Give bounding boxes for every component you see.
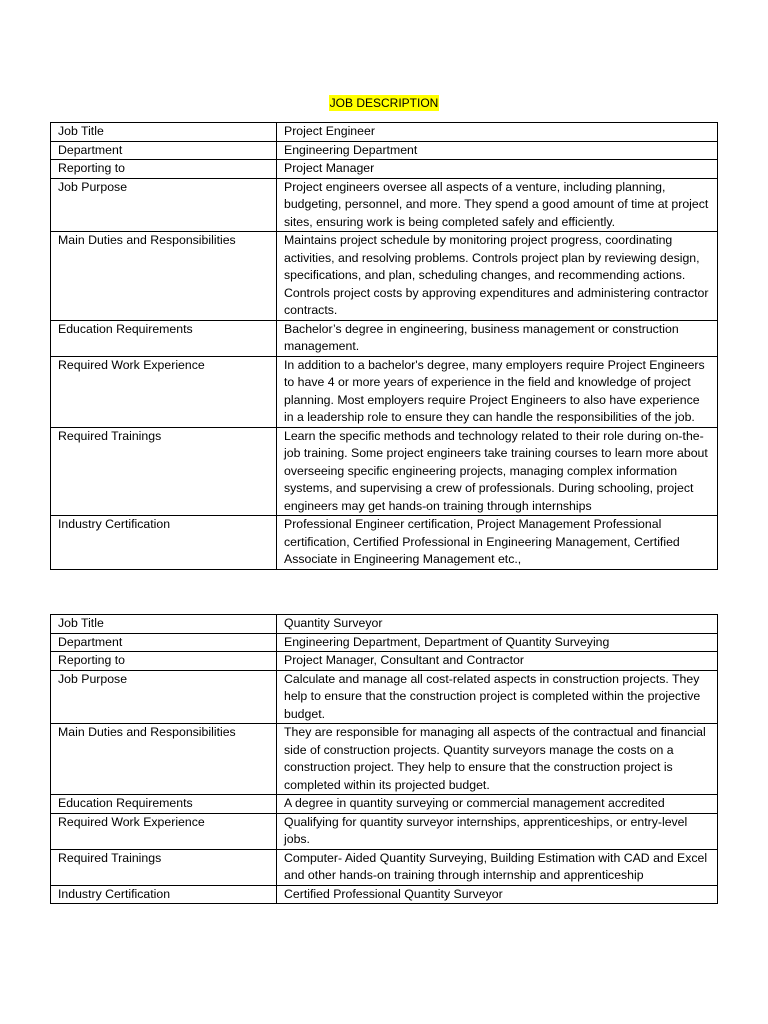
table-row [51, 160, 718, 179]
table-row [51, 724, 718, 795]
row-label: Required Work Experience [51, 356, 277, 427]
row-label: Reporting to [51, 160, 277, 179]
row-value: Project Engineer [277, 123, 718, 142]
row-value: Engineering Department, Department of Quantity Surveying [277, 633, 718, 652]
row-label: Department [51, 141, 277, 160]
row-label: Department [51, 633, 277, 652]
row-value: A degree in quantity surveying or commercial management accredited [277, 795, 718, 814]
table-row [51, 232, 718, 321]
row-label: Job Purpose [51, 178, 277, 232]
job-table-project-engineer [50, 122, 718, 570]
table-row [51, 427, 718, 516]
table-row [51, 516, 718, 570]
row-value: Maintains project schedule by monitoring project progress, coordinating activities, and resolving problems. Controls project plan by reviewing design, specifications, and plan, scheduling changes, and recommending actions. Controls project costs by approving expenditures and administering contractor contracts. [277, 232, 718, 321]
row-value: Project engineers oversee all aspects of a venture, including planning, budgeting, personnel, and more. They spend a good amount of time at project sites, ensuring work is being completed safely and efficiently. [277, 178, 718, 232]
job-table-quantity-surveyor [50, 614, 718, 904]
row-label: Job Title [51, 123, 277, 142]
row-value: Project Manager, Consultant and Contractor [277, 652, 718, 671]
row-value: Learn the specific methods and technology related to their role during on-the-job training. Some project engineers take training courses to learn more about overseeing specific engineering projects, managing complex information systems, and supervising a crew of professionals. During schooling, project engineers may get hands-on training through internships [277, 427, 718, 516]
table-row [51, 141, 718, 160]
row-value: Certified Professional Quantity Surveyor [277, 885, 718, 904]
table-row [51, 813, 718, 849]
table-row [51, 795, 718, 814]
row-label: Main Duties and Responsibilities [51, 232, 277, 321]
table-row [51, 178, 718, 232]
row-label: Education Requirements [51, 795, 277, 814]
row-label: Required Trainings [51, 427, 277, 516]
row-label: Main Duties and Responsibilities [51, 724, 277, 795]
document-title: JOB DESCRIPTION [329, 96, 439, 110]
row-value: Project Manager [277, 160, 718, 179]
table-row [51, 849, 718, 885]
row-label: Industry Certification [51, 516, 277, 570]
row-label: Education Requirements [51, 320, 277, 356]
table-row [51, 652, 718, 671]
title-wrapper [0, 94, 768, 112]
table-row [51, 633, 718, 652]
row-label: Required Work Experience [51, 813, 277, 849]
row-value: In addition to a bachelor's degree, many employers require Project Engineers to have 4 or more years of experience in the field and knowledge of project planning. Most employers require Project Engineers to also have experience in a leadership role to ensure they can handle the responsibilities of the job. [277, 356, 718, 427]
row-value: Computer- Aided Quantity Surveying, Building Estimation with CAD and Excel and other hands-on training through internship and apprenticeship [277, 849, 718, 885]
table-row [51, 123, 718, 142]
row-value: Calculate and manage all cost-related aspects in construction projects. They help to ensure that the construction project is completed within the projective budget. [277, 670, 718, 724]
table-row [51, 356, 718, 427]
table-row [51, 670, 718, 724]
row-value: Engineering Department [277, 141, 718, 160]
row-label: Job Purpose [51, 670, 277, 724]
row-label: Job Title [51, 615, 277, 634]
row-value: They are responsible for managing all aspects of the contractual and financial side of construction projects. Quantity surveyors manage the costs on a construction project. They help to ensure that the construction project is completed within its projected budget. [277, 724, 718, 795]
row-label: Required Trainings [51, 849, 277, 885]
table-row [51, 885, 718, 904]
table-row [51, 320, 718, 356]
row-label: Reporting to [51, 652, 277, 671]
table-row [51, 615, 718, 634]
row-value: Professional Engineer certification, Project Management Professional certification, Certified Professional in Engineering Management, Certified Associate in Engineering Management etc., [277, 516, 718, 570]
row-value: Qualifying for quantity surveyor internships, apprenticeships, or entry-level jobs. [277, 813, 718, 849]
row-value: Bachelor’s degree in engineering, business management or construction management. [277, 320, 718, 356]
row-label: Industry Certification [51, 885, 277, 904]
row-value: Quantity Surveyor [277, 615, 718, 634]
